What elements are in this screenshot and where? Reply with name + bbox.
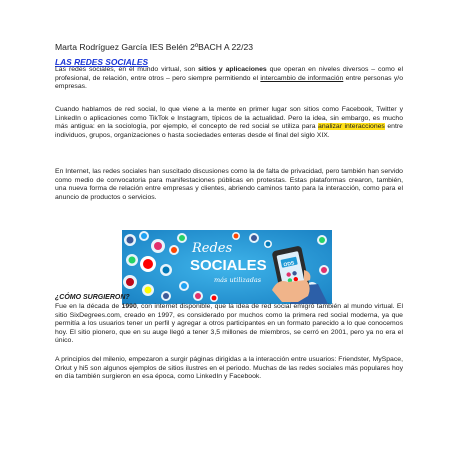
p4-bold-1990: 1990 xyxy=(121,303,137,310)
image-text-line3: más utilizadas xyxy=(214,276,262,284)
p2-text-c: entre individuos, grupos, organizaciones o hasta sociedades enteras desde el final del siglo XIX. xyxy=(55,123,403,139)
paragraph-definition xyxy=(55,66,403,92)
p1-text-e: entre personas y/o empresas. xyxy=(55,74,404,91)
section-subtitle: ¿CÓMO SURGIERON? xyxy=(55,294,130,301)
p1-text-a: Las redes sociales, en el mundo virtual, son xyxy=(55,66,199,73)
p1-underlined-intercambio: intercambio de información xyxy=(260,74,344,82)
p1-text-c: que operan en niveles diversos – como el profesional, de relación, entre otros – pero siempre permitiendo el xyxy=(55,66,403,82)
image-text-line2: SOCIALES xyxy=(190,257,267,274)
image-text-line1: Redes xyxy=(192,241,233,256)
p2-text-a: Cuando hablamos de red social, lo que viene a la mente en primer lugar son sitios como Facebook, Twitter y LinkedIn o aplicaciones como TikTok e Instagram, típicos de la actualidad. Pero la idea, sin embargo, es mucho más antigua: en la sociología, por ejemplo, el concepto de red social se utiliza para xyxy=(55,106,403,131)
document-header: Marta Rodríguez García IES Belén 2ºBACH A 22/23 xyxy=(55,42,254,52)
p4-text-a: Fue en la década de xyxy=(55,303,122,310)
paragraph-history-concept xyxy=(55,106,403,140)
phone-badge-text: ODS xyxy=(283,260,295,269)
paragraph-millennium: A principios del milenio, empezaron a surgir páginas dirigidas a la interacción entre usuarios: Friendster, MySpace, Orkut y hi5 son algunos ejemplos de sitios ilustres en el periodo. Muchas de las redes sociales más populares hoy en día también surgieron en esa época, como LinkedIn y Facebook. xyxy=(55,356,403,381)
p1-bold-sitios: sitios y aplicaciones xyxy=(198,66,267,73)
document-title: LAS REDES SOCIALES xyxy=(55,57,149,67)
paragraph-internet: En Internet, las redes sociales han suscitado discusiones como la de falta de privacidad, pero también han servido como medio de convocatoria para manifestaciones públicas en protestas. Estas plataformas crearon, también, una nueva forma de relación entre empresas y clientes, abriendo caminos tanto para la interacción, como para el anuncio de productos o servicios. xyxy=(55,168,403,201)
social-media-image xyxy=(122,230,332,304)
p4-text-c: , con internet disponible, que la idea de red social emigró también al mundo virtual. El sitio SixDegrees.com, creado en 1997, es considerado por muchos como la primera red social moderna, ya que permitía a los usuarios tener un perfil y agregar a otros participantes en un formato parecido a lo que conocemos hoy. El sitio pionero, que en su auge llegó a tener 3,5 millones de miembros, se cerró en 2001, pero ya no era el único. xyxy=(55,303,403,345)
p2-highlight-analizar: analizar interacciones xyxy=(318,123,385,131)
paragraph-origins xyxy=(55,303,403,346)
